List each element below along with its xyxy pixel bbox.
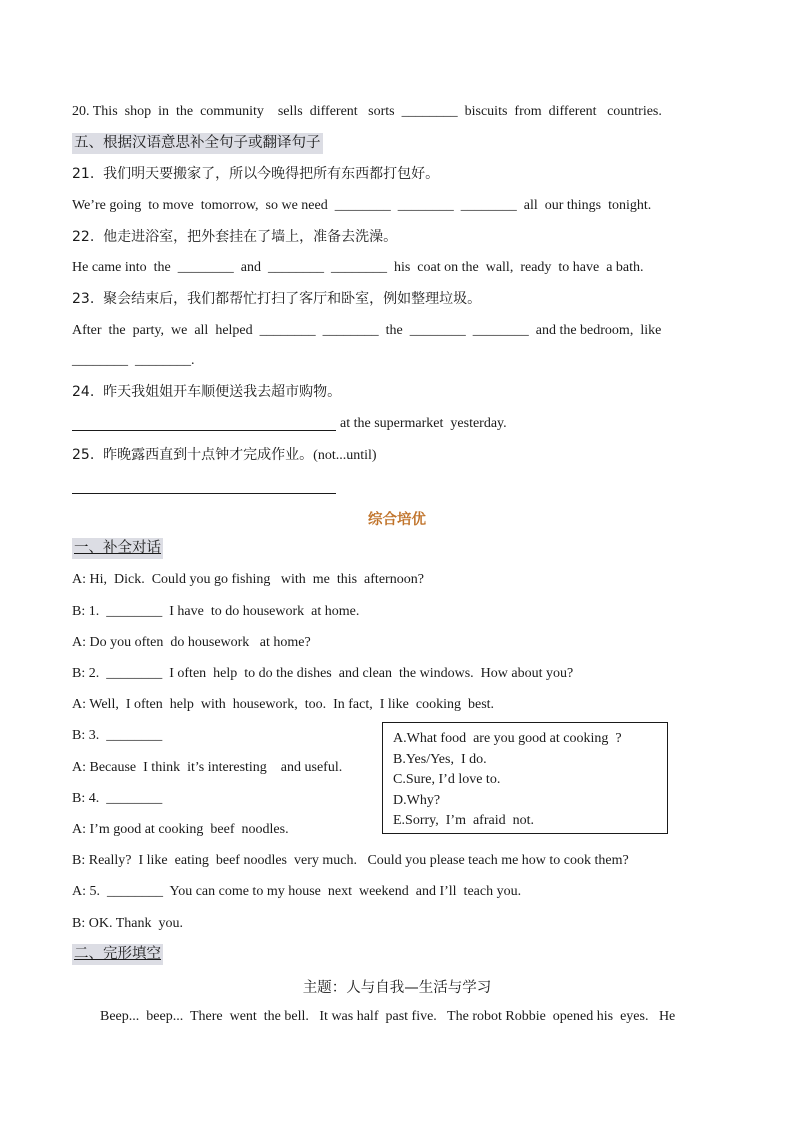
- dialogue-line: B: 1. ________ I have to do housework at home.: [72, 604, 360, 619]
- question-21-english: We’re going to move tomorrow, so we need ________ ________ ________ all our things tonight.: [72, 198, 652, 213]
- question-22-chinese: 22. 他走进浴室，把外套挂在了墙上，准备去洗澡。: [72, 229, 398, 245]
- option-d: D.Why?: [393, 792, 441, 808]
- passage-first-line: Beep... beep... There went the bell. It was half past five. The robot Robbie opened his eyes. He: [100, 1009, 676, 1024]
- question-25-chinese: 25. 昨晚露西直到十点钟才完成作业。: [72, 447, 314, 463]
- question-20: 20. This shop in the community sells different sorts ________ biscuits from different countries.: [72, 104, 662, 119]
- dialogue-line: A: 5. ________ You can come to my house next weekend and I’ll teach you.: [72, 884, 522, 899]
- answer-blank-25[interactable]: [72, 493, 336, 494]
- comprehensive-title: 综合培优: [368, 512, 426, 528]
- options-box: [382, 722, 668, 834]
- question-24-english: at the supermarket yesterday.: [340, 416, 507, 431]
- part-1-heading: 一、补全对话: [72, 538, 163, 559]
- dialogue-line: B: OK. Thank you.: [72, 916, 183, 931]
- dialogue-line: B: 2. ________ I often help to do the dishes and clean the windows. How about you?: [72, 666, 574, 681]
- question-21-chinese: 21. 我们明天要搬家了，所以今晚得把所有东西都打包好。: [72, 166, 440, 182]
- option-a: A.What food are you good at cooking ?: [393, 731, 622, 746]
- option-e: E.Sorry, I’m afraid not.: [393, 813, 534, 828]
- question-22-english: He came into the ________ and ________ ________ his coat on the wall, ready to have a bath.: [72, 260, 644, 275]
- dialogue-line: A: Well, I often help with housework, too. In fact, I like cooking best.: [72, 697, 495, 712]
- dialogue-line: B: 4. ________: [72, 791, 163, 806]
- dialogue-line: A: Do you often do housework at home?: [72, 635, 311, 650]
- passage-theme: 主题：人与自我—生活与学习: [302, 980, 492, 996]
- dialogue-line: A: Because I think it’s interesting and useful.: [72, 760, 343, 775]
- dialogue-line: B: 3. ________: [72, 728, 163, 743]
- dialogue-line: A: I’m good at cooking beef noodles.: [72, 822, 289, 837]
- answer-blank-24[interactable]: [72, 430, 336, 431]
- dialogue-line: A: Hi, Dick. Could you go fishing with me this afternoon?: [72, 572, 424, 587]
- question-23-chinese: 23. 聚会结束后，我们都帮忙打扫了客厅和卧室，例如整理垃圾。: [72, 291, 482, 307]
- question-25-hint: (not...until): [313, 448, 377, 463]
- question-24-chinese: 24. 昨天我姐姐开车顺便送我去超市购物。: [72, 384, 342, 400]
- section-5-heading: 五、根据汉语意思补全句子或翻译句子: [72, 133, 323, 154]
- question-25: [72, 446, 377, 465]
- question-23-english-line1: After the party, we all helped ________ ________ the ________ ________ and the bedroom, like: [72, 323, 662, 338]
- question-23-english-line2: ________ ________.: [72, 353, 195, 368]
- part-2-heading: 二、完形填空: [72, 944, 163, 965]
- dialogue-line: B: Really? I like eating beef noodles very much. Could you please teach me how to cook them?: [72, 853, 629, 868]
- option-c: C.Sure, I’d love to.: [393, 772, 501, 787]
- option-b: B.Yes/Yes, I do.: [393, 751, 487, 767]
